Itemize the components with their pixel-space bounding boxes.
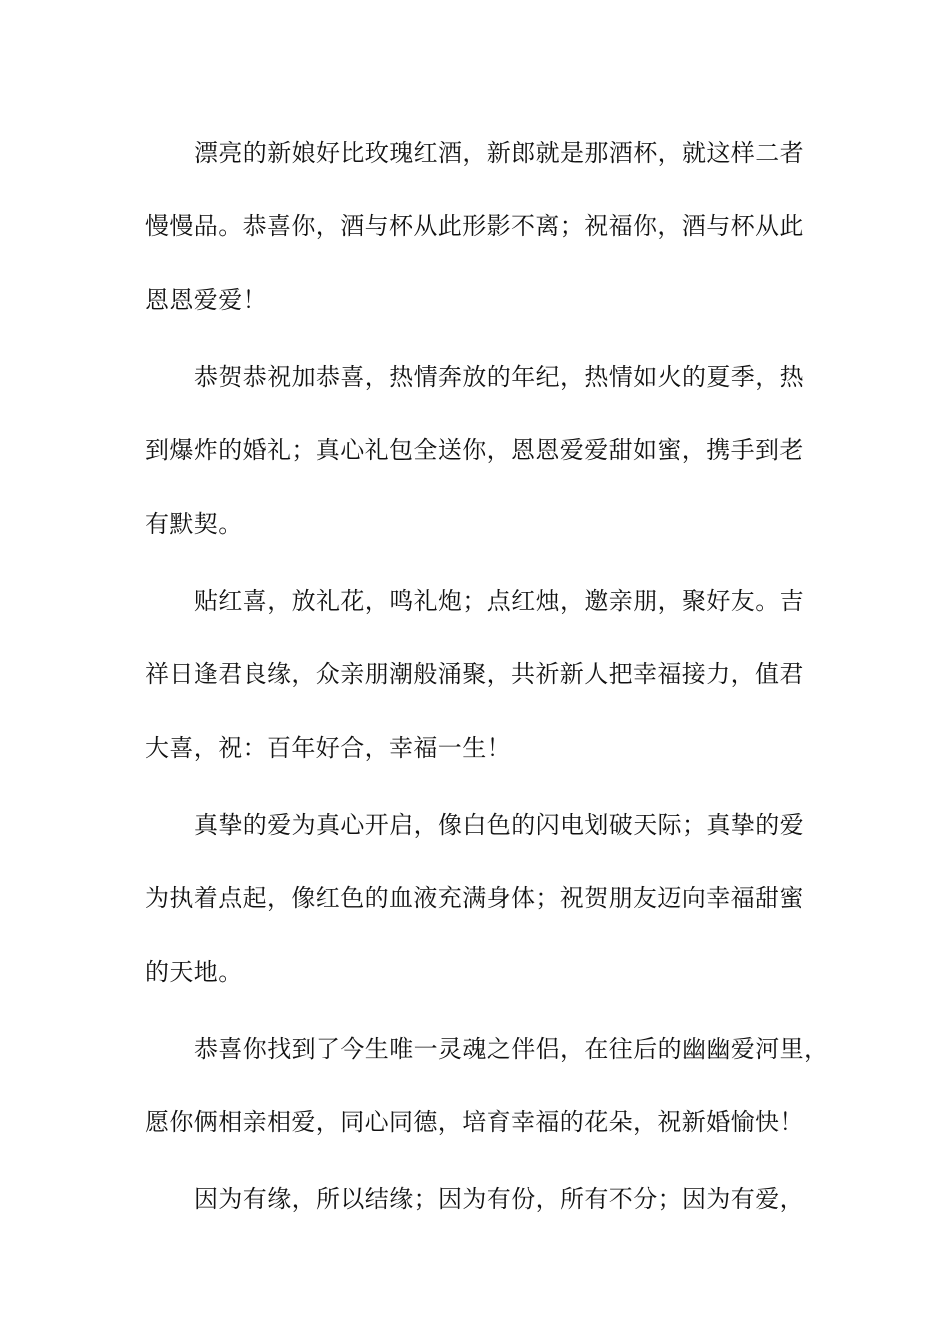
paragraph-1-line-1: 漂亮的新娘好比玫瑰红酒，新郎就是那酒杯，就这样二者 <box>194 139 804 167</box>
paragraph-3-line-3: 大喜，祝：百年好合，幸福一生！ <box>145 734 511 762</box>
paragraph-2-line-2: 到爆炸的婚礼；真心礼包全送你，恩恩爱爱甜如蜜，携手到老 <box>145 436 804 464</box>
paragraph-5-line-1: 恭喜你找到了今生唯一灵魂之伴侣，在往后的幽幽爱河里， <box>194 1035 829 1063</box>
paragraph-4-line-3: 的天地。 <box>145 958 243 986</box>
paragraph-3-line-1: 贴红喜，放礼花，鸣礼炮；点红烛，邀亲朋，聚好友。吉 <box>194 587 804 615</box>
paragraph-5-line-2: 愿你俩相亲相爱，同心同德，培育幸福的花朵，祝新婚愉快！ <box>145 1108 804 1136</box>
paragraph-2-line-3: 有默契。 <box>145 510 243 538</box>
paragraph-4-line-2: 为执着点起，像红色的血液充满身体；祝贺朋友迈向幸福甜蜜 <box>145 884 804 912</box>
paragraph-3-line-2: 祥日逢君良缘，众亲朋潮般涌聚，共祈新人把幸福接力，值君 <box>145 660 804 688</box>
paragraph-6-line-1: 因为有缘，所以结缘；因为有份，所有不分；因为有爱， <box>194 1185 804 1213</box>
paragraph-1-line-3: 恩恩爱爱！ <box>145 286 267 314</box>
paragraph-4-line-1: 真挚的爱为真心开启，像白色的闪电划破天际；真挚的爱 <box>194 811 804 839</box>
paragraph-2-line-1: 恭贺恭祝加恭喜，热情奔放的年纪，热情如火的夏季，热 <box>194 363 804 391</box>
paragraph-1-line-2: 慢慢品。恭喜你，酒与杯从此形影不离；祝福你，酒与杯从此 <box>145 212 804 240</box>
